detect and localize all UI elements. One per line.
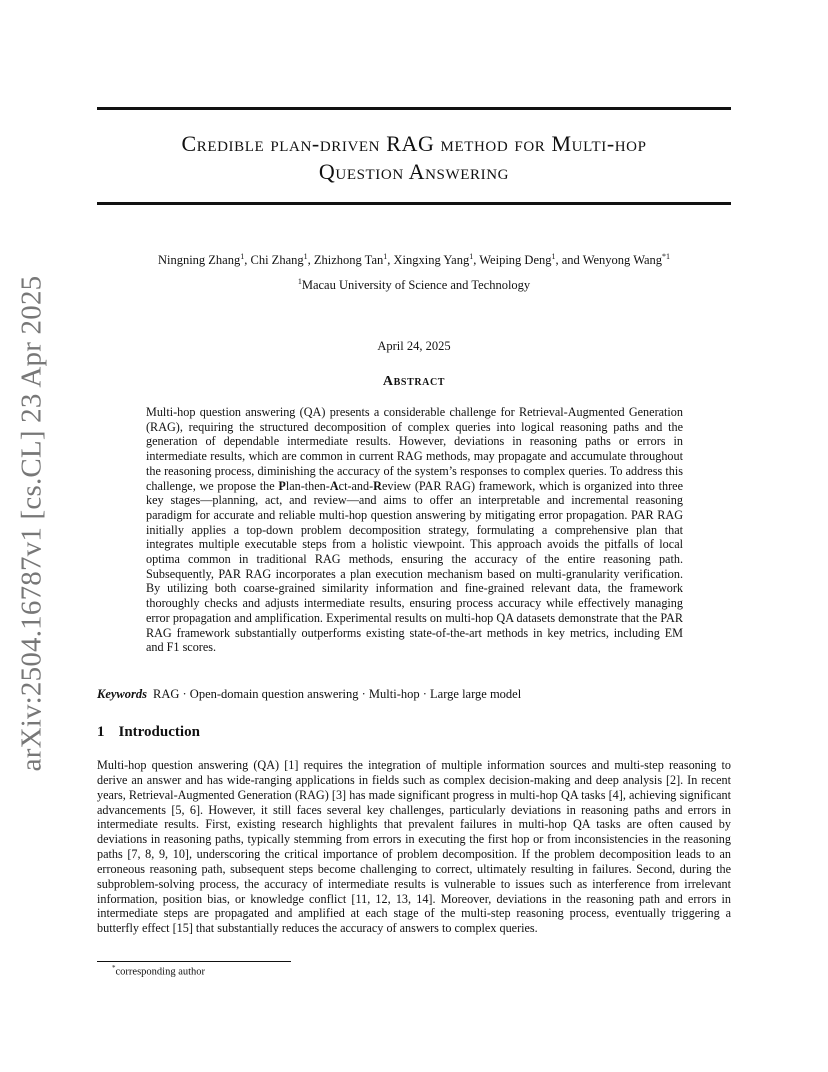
- author-name: Ningning Zhang: [157, 253, 241, 268]
- title-line-2: Question Answering: [318, 159, 510, 184]
- author-separator: , and: [555, 253, 583, 268]
- affiliation: [97, 277, 731, 293]
- author-separator: ,: [307, 253, 314, 268]
- abstract-bold-letter: R: [373, 478, 382, 493]
- affiliation-mark: 1: [297, 277, 302, 286]
- footnote-mark: *: [112, 964, 116, 972]
- author-affiliation-mark: 1: [383, 252, 388, 261]
- author-name: Zhizhong Tan: [313, 253, 384, 268]
- arxiv-identifier: arXiv:2504.16787v1 [cs.CL] 23 Apr 2025: [15, 275, 48, 771]
- author-affiliation-mark: 1: [303, 252, 308, 261]
- author-name: Weiping Deng: [479, 253, 552, 268]
- paper-title: [97, 130, 731, 186]
- abstract-text-part: Multi-hop question answering (QA) presents a considerable challenge for Retrieval-Augmented Generation (RAG), requiring the structured decomposition of complex queries into logical reasoning paths and the generation of dependable intermediate results. However, deviations in reasoning paths or errors in intermediate results, which are common in current RAG methods, may propagate and accumulate throughout the reasoning process, diminishing the accuracy of the system’s responses to complex queries. To address this challenge, we propose the: [146, 405, 683, 493]
- footnote: [112, 964, 205, 978]
- keywords-label: Keywords: [97, 687, 147, 701]
- author-affiliation-mark: 1: [551, 252, 556, 261]
- abstract-text-part: ct-and-: [338, 478, 374, 493]
- publication-date: April 24, 2025: [377, 339, 451, 353]
- abstract-text-part: eview (PAR RAG) framework, which is organized into three key stages—planning, act, and review—and aims to offer an interpretable and incremental reasoning paradigm for accurate and reliable multi-hop question answering by mitigating error propagation. PAR RAG initially applies a top-down problem decomposition strategy, formulating a comprehensive plan that integrates multiple executable steps from a holistic viewpoint. This approach avoids the pitfalls of local optima common in traditional RAG methods, ensuring the accuracy of the entire reasoning path. Subsequently, PAR RAG incorporates a plan execution mechanism based on multi-granularity verification. By utilizing both coarse-grained similarity information and fine-grained relevant data, the framework thoroughly checks and adjusts intermediate results, ensuring process accuracy while effectively managing error propagation and amplification. Experimental results on multi-hop QA datasets demonstrate that the PAR RAG framework substantially outperforms existing state-of-the-art methods in key metrics, including EM and F1 scores.: [146, 478, 683, 655]
- abstract-bold-letter: P: [278, 478, 286, 493]
- section-title: Introduction: [118, 724, 200, 740]
- author-name: Wenyong Wang: [582, 253, 663, 268]
- affiliation-name: Macau University of Science and Technology: [301, 278, 531, 293]
- title-line-1: Credible plan-driven RAG method for Multi-hop: [181, 131, 647, 156]
- author-separator: ,: [244, 253, 251, 268]
- abstract-text-part: lan-then-: [285, 478, 330, 493]
- author-affiliation-mark: 1: [240, 252, 245, 261]
- introduction-paragraph: Multi-hop question answering (QA) [1] requires the integration of multiple information sources and multi-step reasoning to derive an answer and has wide-ranging applications in fields such as complex decision-making and deep analysis [2]. In recent years, Retrieval-Augmented Generation (RAG) [3] has made significant progress in multi-hop QA tasks [4], achieving significant advancements [5, 6]. However, it still faces several key challenges, particularly deviations in reasoning paths and errors in intermediate results. First, existing research highlights that prevalent failures in multi-hop QA tasks are often caused by deviations in reasoning paths, typically stemming from errors in executing the first hop or from inconsistencies in the reasoning paths [7, 8, 9, 10], underscoring the critical importance of problem decomposition. If the problem decomposition leads to an erroneous reasoning path, subsequent steps become challenging to correct, ultimately resulting in failures. Second, during the subproblem-solving process, the accuracy of intermediate results is vulnerable to issues such as interference from irrelevant information, position bias, or knowledge conflict [11, 12, 13, 14]. Moreover, deviations in the reasoning path and errors in intermediate steps are propagated and amplified at each stage of the multi-step reasoning process, eventually triggering a butterfly effect [15] that substantially reduces the accuracy of answers to complex queries.: [97, 758, 731, 936]
- title-top-rule: [97, 107, 731, 110]
- author-name: Xingxing Yang: [393, 253, 470, 268]
- section-number: 1: [97, 724, 105, 740]
- author-separator: ,: [387, 253, 394, 268]
- footnote-rule: [97, 961, 291, 962]
- abstract-bold-letter: A: [329, 478, 339, 493]
- author-affiliation-mark: 1: [469, 252, 474, 261]
- section-heading-introduction: [97, 724, 731, 741]
- keywords-line: [97, 687, 731, 702]
- abstract-text: [146, 405, 683, 655]
- author-name: Chi Zhang: [250, 253, 304, 268]
- abstract-heading-text: Abstract: [382, 374, 446, 389]
- title-bottom-rule: [97, 202, 731, 205]
- keywords-text: RAG · Open-domain question answering · Multi-hop · Large large model: [153, 687, 522, 701]
- arxiv-identifier-stamp: [4, 275, 60, 771]
- author-separator: ,: [473, 253, 480, 268]
- author-affiliation-mark: *1: [662, 252, 671, 261]
- abstract-heading: [97, 374, 731, 390]
- author-list: [97, 249, 731, 268]
- footnote-text: corresponding author: [115, 966, 206, 978]
